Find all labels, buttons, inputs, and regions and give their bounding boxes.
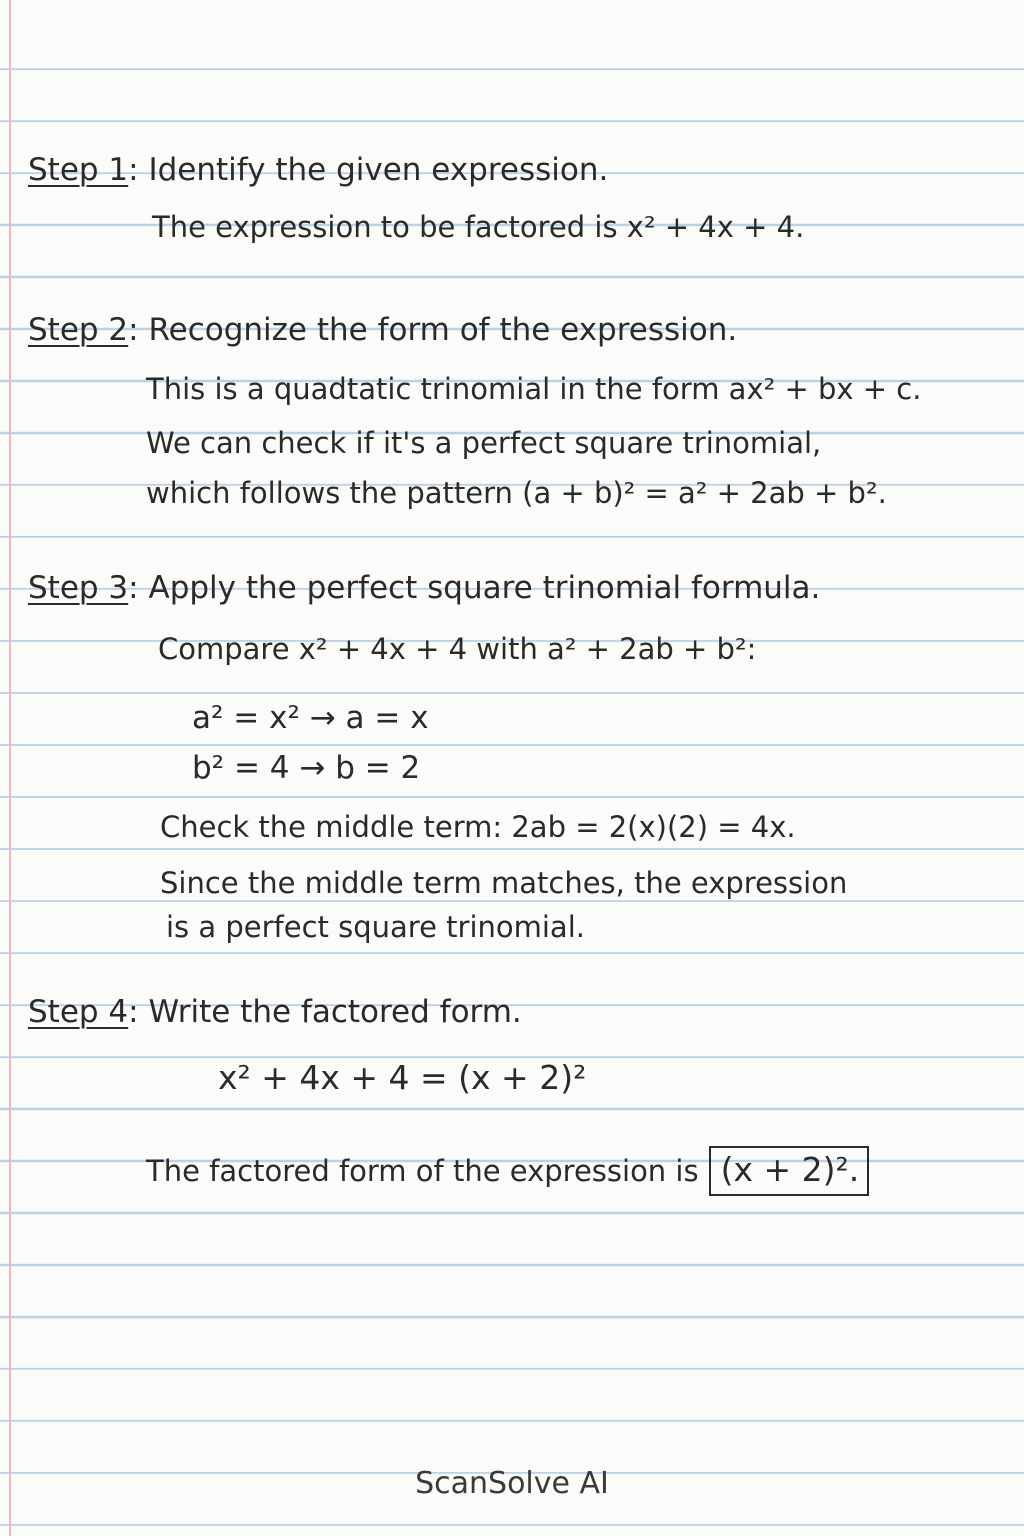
final-answer-box: (x + 2)².: [709, 1146, 870, 1196]
final-answer-text: The factored form of the expression is: [146, 1154, 699, 1188]
step-4-final-answer-line: [146, 1146, 869, 1196]
step-1-label: Step 1: [28, 152, 129, 188]
step-2-label: Step 2: [28, 312, 129, 348]
step-3-title: Apply the perfect square trinomial formula.: [148, 570, 821, 606]
step-3-check-line: Check the middle term: 2ab = 2(x)(2) = 4x.: [160, 810, 796, 844]
step-3-compare-line: Compare x² + 4x + 4 with a² + 2ab + b²:: [158, 632, 757, 666]
step-2-line-2: We can check if it's a perfect square trinomial,: [146, 426, 822, 460]
step-1-line-1: The expression to be factored is x² + 4x + 4.: [152, 210, 805, 244]
step-2-line-3: which follows the pattern (a + b)² = a² + 2ab + b².: [146, 476, 887, 510]
step-3-label: Step 3: [28, 570, 129, 606]
step-4-heading: Step 4: Write the factored form.: [28, 994, 522, 1030]
step-2-heading: Step 2: Recognize the form of the expression.: [28, 312, 738, 348]
step-4-label: Step 4: [28, 994, 129, 1030]
step-2-line-1: This is a quadtatic trinomial in the form ax² + bx + c.: [146, 372, 922, 406]
step-1-title: Identify the given expression.: [148, 152, 609, 188]
step-3-equation-b: b² = 4 → b = 2: [192, 750, 421, 786]
step-3-heading: Step 3: Apply the perfect square trinomial formula.: [28, 570, 821, 606]
step-3-conclusion-line-1: Since the middle term matches, the expression: [160, 866, 848, 900]
notebook-margin-line: [9, 0, 11, 1536]
step-2-title: Recognize the form of the expression.: [148, 312, 738, 348]
step-4-title: Write the factored form.: [148, 994, 522, 1030]
footer-watermark: ScanSolve AI: [415, 1466, 609, 1501]
step-3-equation-a: a² = x² → a = x: [192, 700, 429, 736]
step-4-factored-equation: x² + 4x + 4 = (x + 2)²: [218, 1058, 587, 1097]
step-3-conclusion-line-2: is a perfect square trinomial.: [166, 910, 585, 944]
step-1-heading: Step 1: Identify the given expression.: [28, 152, 609, 188]
